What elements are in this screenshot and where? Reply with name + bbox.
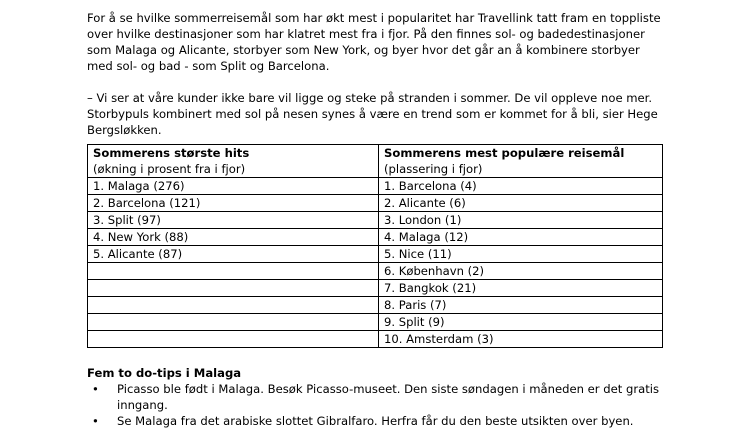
table-row — [88, 297, 663, 314]
hits-cell — [88, 297, 379, 314]
list-item-text: Se Malaga fra det arabiske slottet Gibralfaro. Herfra får du den beste utsikten over byen. — [117, 414, 634, 428]
popular-cell: 10. Amsterdam (3) — [379, 331, 663, 348]
popular-cell: 3. London (1) — [379, 212, 663, 229]
col2-subtitle: (plassering i fjor) — [384, 162, 483, 176]
hits-cell — [88, 314, 379, 331]
table-row — [88, 314, 663, 331]
tips-heading: Fem to do-tips i Malaga — [87, 366, 242, 380]
popular-cell: 2. Alicante (6) — [379, 195, 663, 212]
intro-paragraph: For å se hvilke sommerreisemål som har økt mest i popularitet har Travellink tatt fram en toppliste over hvilke destinasjoner som har klatret mest fra i fjor. På den finnes sol- og badedestinasjoner som Malaga og Alicante, storbyer som New York, og byer hvor det går an å kombinere storbyer med sol- og bad - som Split og Barcelona. — [87, 11, 661, 73]
bullet-icon: • — [92, 414, 99, 428]
tips-list — [87, 381, 667, 429]
hits-cell: 2. Barcelona (121) — [88, 195, 379, 212]
table-row — [88, 178, 663, 195]
table-row — [88, 280, 663, 297]
table-row — [88, 246, 663, 263]
col2-header — [379, 145, 663, 178]
hits-cell: 4. New York (88) — [88, 229, 379, 246]
list-item — [87, 413, 667, 429]
table-row — [88, 229, 663, 246]
hits-cell: 5. Alicante (87) — [88, 246, 379, 263]
col1-title: Sommerens største hits — [93, 146, 250, 160]
hits-cell — [88, 263, 379, 280]
hits-cell — [88, 280, 379, 297]
bullet-icon: • — [92, 382, 99, 396]
table-row — [88, 195, 663, 212]
popular-cell: 7. Bangkok (21) — [379, 280, 663, 297]
hits-cell: 1. Malaga (276) — [88, 178, 379, 195]
destinations-table — [87, 144, 663, 348]
document-page — [87, 10, 667, 429]
popular-cell: 1. Barcelona (4) — [379, 178, 663, 195]
table-row — [88, 212, 663, 229]
col1-subtitle: (økning i prosent fra i fjor) — [93, 162, 246, 176]
col2-title: Sommerens mest populære reisemål — [384, 146, 625, 160]
table-row — [88, 263, 663, 280]
table-body — [88, 178, 663, 348]
popular-cell: 4. Malaga (12) — [379, 229, 663, 246]
popular-cell: 8. Paris (7) — [379, 297, 663, 314]
hits-cell: 3. Split (97) — [88, 212, 379, 229]
popular-cell: 5. Nice (11) — [379, 246, 663, 263]
popular-cell: 9. Split (9) — [379, 314, 663, 331]
col1-header — [88, 145, 379, 178]
hits-cell — [88, 331, 379, 348]
list-item-text: Picasso ble født i Malaga. Besøk Picasso-museet. Den siste søndagen i måneden er det gratis inngang. — [117, 382, 660, 412]
table-row — [88, 331, 663, 348]
list-item — [87, 381, 667, 413]
popular-cell: 6. København (2) — [379, 263, 663, 280]
quote-paragraph: – Vi ser at våre kunder ikke bare vil ligge og steke på stranden i sommer. De vil oppleve noe mer. Storbypuls kombinert med sol på nesen synes å være en trend som er kommet for å bli, sier Hege Bergsløkken. — [87, 91, 658, 137]
table-header-row — [88, 145, 663, 178]
